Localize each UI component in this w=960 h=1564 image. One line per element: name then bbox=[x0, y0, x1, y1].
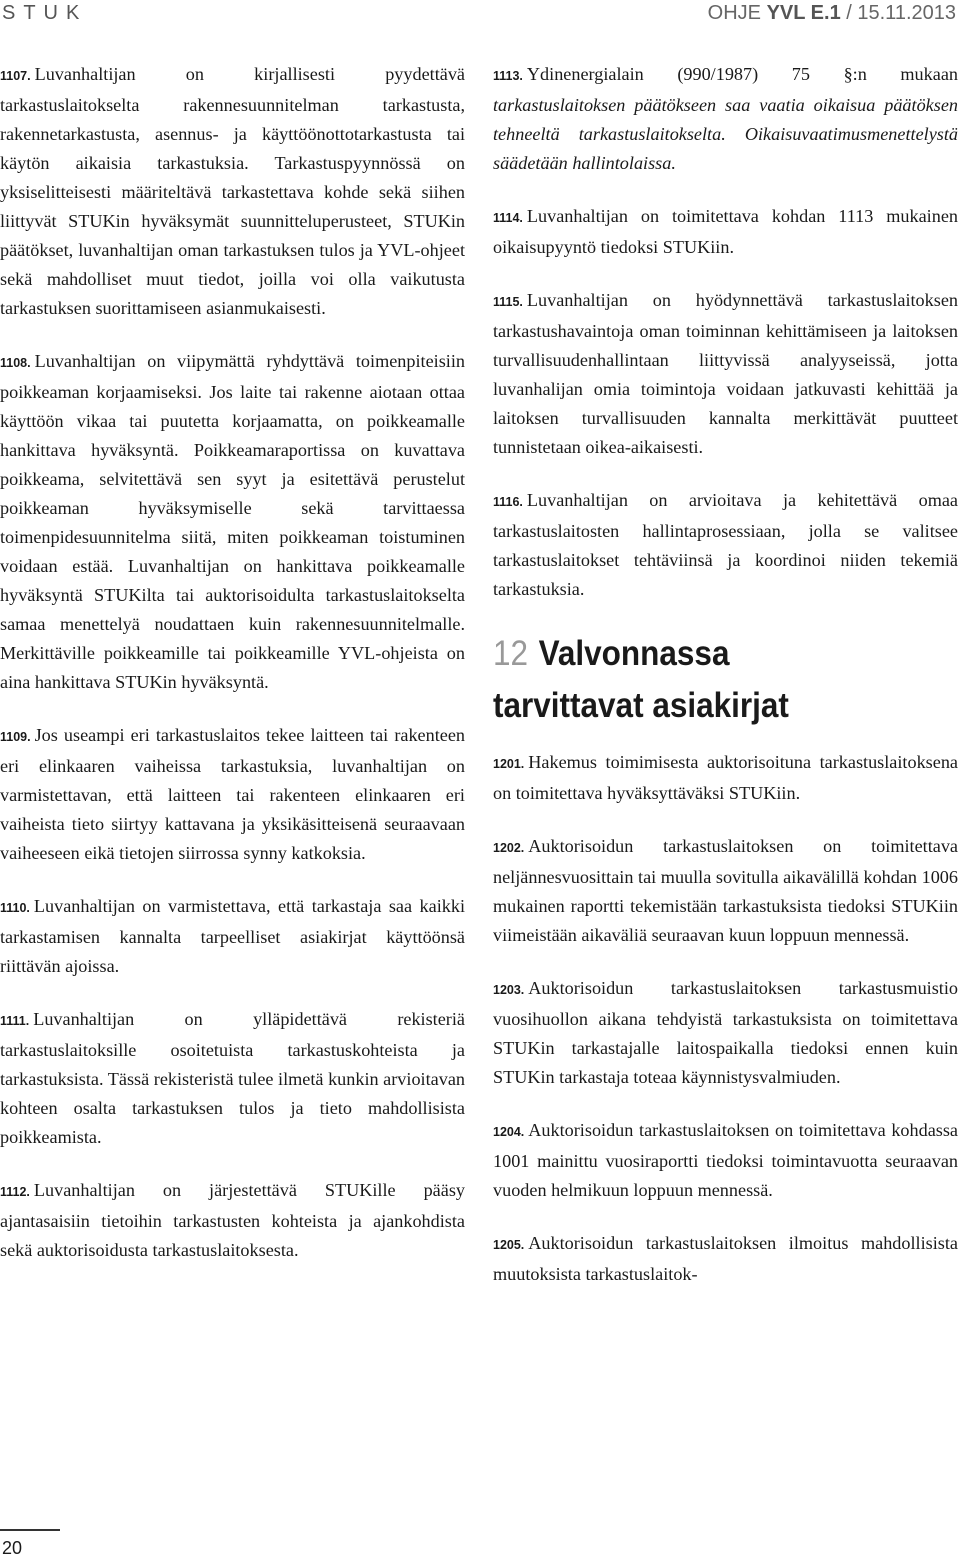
paragraph-number: 1204. bbox=[493, 1125, 525, 1139]
page-header bbox=[0, 0, 960, 28]
paragraph-text: Auktorisoidun tarkastuslaitoksen on toimitettava kohdassa 1001 mainittu vuosiraportti tiedoksi toimintavuotta seuraavan vuoden helmikuun loppuun mennessä. bbox=[493, 1120, 958, 1200]
left-column bbox=[0, 60, 465, 1289]
paragraph-number: 1112. bbox=[0, 1185, 30, 1199]
section-title-line1: Valvonnassa bbox=[538, 634, 730, 673]
right-column bbox=[493, 60, 958, 1313]
paragraph-1203 bbox=[493, 974, 958, 1092]
paragraph-text: Auktorisoidun tarkastuslaitoksen tarkastusmuistio vuosihuollon aikana tehdyistä tarkastuksista on toimitettava STUKin tarkastajalle laitospaikalla tiedoksi ennen kuin STUKin tarkastaja toteaa käynnistysvalmiuden. bbox=[493, 978, 958, 1087]
paragraph-number: 1110. bbox=[0, 901, 30, 915]
section-title-line2: tarvittavat asiakirjat bbox=[493, 686, 789, 725]
paragraph-text: Jos useampi eri tarkastuslaitos tekee laitteen tai rakenteen eri elinkaaren vaiheissa tarkastuksia, luvanhaltijan on varmistettavan, että laitteen tai rakenteen elinkaaren eri vaiheista tieto siirtyy kattavana ja yksikäsitteisenä seuraavaan vaiheeseen eikä tietojen siirrossa synny katkoksia. bbox=[0, 725, 465, 863]
paragraph-number: 1108. bbox=[0, 356, 31, 370]
header-guide-reference bbox=[708, 2, 956, 25]
paragraph-text: Luvanhaltijan on kirjallisesti pyydettävä tarkastuslaitokselta rakennesuunnitelman tarkastusta, rakennetarkastusta, asennus- ja käyttöönottotarkastusta tai käytön aikaisia tarkastuksia. Tarkastuspyynnössä on yksiselitteisesti määriteltävä tarkastettava kohde sekä siihen liittyvät STUKin hyväksymät suunnitteluperusteet, STUKin päätökset, luvanhaltijan oman tarkastuksen tulos ja YVL-ohjeet sekä mahdolliset muut tiedot, joilla voi olla vaikutusta tarkastuksen suorittamiseen asianmukaisesti. bbox=[0, 64, 465, 318]
paragraph-number: 1115. bbox=[493, 295, 523, 309]
paragraph-number: 1203. bbox=[493, 983, 525, 997]
paragraph-text: Auktorisoidun tarkastuslaitoksen ilmoitus mahdollisista muutoksista tarkastuslaitok- bbox=[493, 1233, 958, 1284]
paragraph-1205 bbox=[493, 1229, 958, 1289]
paragraph-text: Auktorisoidun tarkastuslaitoksen on toimitettava neljännesvuosittain tai muulla sovitulla aikavälillä kohdan 1006 mukainen raportti tekemistään tarkastuksista tiedoksi STUKiin viimeistään aikaväliä seuraavan kuun loppuun mennessä. bbox=[493, 836, 958, 945]
section-heading bbox=[493, 628, 912, 732]
paragraph-1112 bbox=[0, 1176, 465, 1265]
paragraph-text: Luvanhaltijan on viipymättä ryhdyttävä toimenpiteisiin poikkeaman korjaamiseksi. Jos laite tai rakenne aiotaan ottaa käyttöön vikaa tai puutetta korjaamatta, on poikkeamalle hankittava hyväksyntä. Poikkeamaraportissa on kuvattava poikkeama, selvitettävä sen syyt ja esitettävä perustelut poikkeaman hyväksymiselle sekä tarvittaessa toimenpidesuunnitelma siitä, miten poikkeaman toistuminen voidaan estää. Luvanhaltijan on hankittava poikkeamalle hyväksyntä STUKilta tai auktorisoidulta tarkastuslaitokselta samaa menettelyä noudattaen kuin rakennesuunnitelmalle. Merkittäville poikkeamille tai poikkeamille YVL-ohjeista on aina hankittava STUKin hyväksyntä. bbox=[0, 351, 465, 692]
paragraph-text: Luvanhaltijan on ylläpidettävä rekisteriä tarkastuslaitoksille osoitetuista tarkastuskohteista ja tarkastuksista. Tässä rekisteristä tulee ilmetä kunkin arvioitavan kohteen osalta tarkastuksen tulos ja tieto mahdollisista poikkeamista. bbox=[0, 1009, 465, 1147]
section-number: 12 bbox=[493, 634, 529, 673]
paragraph-1108 bbox=[0, 347, 465, 697]
paragraph-number: 1114. bbox=[493, 211, 523, 225]
paragraph-1202 bbox=[493, 832, 958, 950]
guide-date: / 15.11.2013 bbox=[840, 2, 956, 24]
guide-code: YVL E.1 bbox=[766, 2, 841, 24]
paragraph-1111 bbox=[0, 1005, 465, 1152]
paragraph-1116 bbox=[493, 486, 958, 604]
paragraph-number: 1205. bbox=[493, 1238, 525, 1252]
paragraph-text: Luvanhaltijan on varmistettava, että tarkastaja saa kaikki tarkastamisen kannalta tarpeelliset asiakirjat käyttöönsä riittävän ajoissa. bbox=[0, 896, 465, 976]
paragraph-1109 bbox=[0, 721, 465, 868]
paragraph-1201 bbox=[493, 748, 958, 808]
paragraph-text-upright: Ydinenergialain (990/1987) 75 §:n mukaan bbox=[526, 64, 958, 84]
page-number: 20 bbox=[2, 1538, 23, 1558]
guide-prefix: OHJE bbox=[707, 2, 767, 24]
paragraph-text: Luvanhaltijan on järjestettävä STUKille pääsy ajantasaisiin tietoihin tarkastusten kohteista ja ajankohdista sekä auktorisoidusta tarkastuslaitoksesta. bbox=[0, 1180, 465, 1260]
paragraph-text: Luvanhaltijan on arvioitava ja kehitettävä omaa tarkastuslaitosten hallintaprosessiaan, jolla se valitsee tarkastuslaitokset tehtäviinsä ja koordinoi niiden tekemiä tarkastuksia. bbox=[493, 490, 958, 599]
paragraph-number: 1109. bbox=[0, 730, 31, 744]
paragraph-text: Hakemus toimimisesta auktorisoituna tarkastuslaitoksena on toimitettava hyväksyttäväksi STUKiin. bbox=[493, 752, 958, 803]
paragraph-text-italic: tarkastuslaitoksen päätökseen saa vaatia oikaisua päätöksen tehneeltä tarkastuslaitokselta. Oikaisuvaatimusmenettelystä säädetään hallintolaissa. bbox=[493, 95, 958, 173]
paragraph-1110 bbox=[0, 892, 465, 981]
paragraph-1114 bbox=[493, 202, 958, 262]
paragraph-number: 1111. bbox=[0, 1014, 30, 1028]
paragraph-number: 1202. bbox=[493, 841, 525, 855]
paragraph-text: Luvanhaltijan on toimitettava kohdan 1113 mukainen oikaisupyyntö tiedoksi STUKiin. bbox=[493, 206, 958, 257]
paragraph-1204 bbox=[493, 1116, 958, 1205]
paragraph-1107 bbox=[0, 60, 465, 323]
footer-rule bbox=[0, 1529, 60, 1531]
paragraph-text: Luvanhaltijan on hyödynnettävä tarkastuslaitoksen tarkastushavaintoja oman toiminnan kehittämiseen ja laitoksen turvallisuudenhallintaan liittyvissä analyyseissä, jotta luvanhalijan omia toimintoja voidaan jatkuvasti kehittää ja laitoksen turvallisuuden kannalta merkittävät puutteet tunnistetaan oikea-aikaisesti. bbox=[493, 290, 958, 457]
header-brand: STUK bbox=[2, 2, 88, 24]
paragraph-number: 1201. bbox=[493, 757, 525, 771]
paragraph-number: 1113. bbox=[493, 69, 523, 83]
paragraph-1115 bbox=[493, 286, 958, 462]
paragraph-1113 bbox=[493, 60, 958, 178]
paragraph-number: 1116. bbox=[493, 495, 523, 509]
paragraph-number: 1107. bbox=[0, 69, 31, 83]
